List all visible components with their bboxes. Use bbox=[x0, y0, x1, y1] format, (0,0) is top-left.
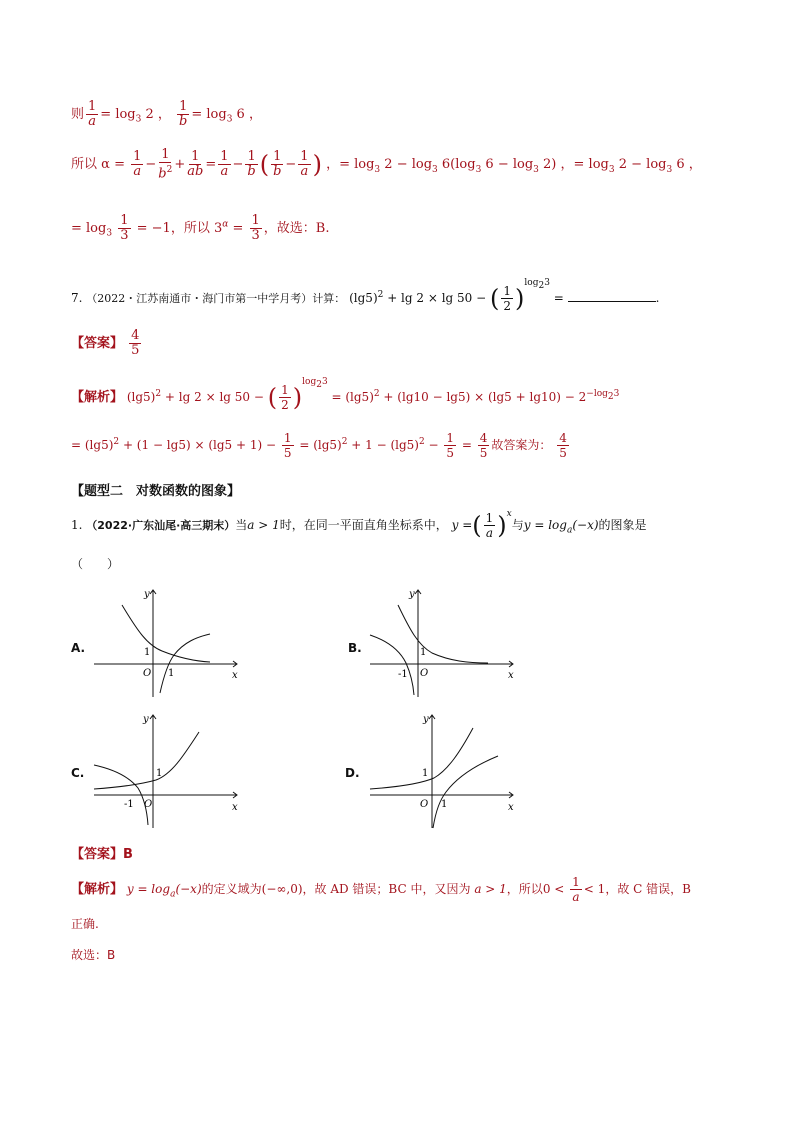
solution-7-line-2 bbox=[71, 431, 571, 460]
op: − bbox=[285, 157, 297, 173]
den: 3 bbox=[251, 228, 260, 243]
frac-1-3 bbox=[118, 214, 130, 243]
num: 4 bbox=[479, 431, 488, 445]
expr: + (lg10 − lg5) × (lg5 + lg10) − 2 bbox=[379, 390, 587, 404]
den: 5 bbox=[479, 446, 488, 460]
exp: log bbox=[302, 377, 317, 387]
den: b bbox=[158, 166, 167, 182]
answer-1 bbox=[71, 843, 133, 862]
sub: a bbox=[566, 525, 573, 536]
alpha: α = bbox=[101, 157, 125, 173]
exp: −log bbox=[586, 389, 608, 399]
op: = bbox=[205, 157, 217, 173]
sub: 3 bbox=[608, 164, 615, 175]
exp-sub: 2 bbox=[538, 280, 545, 291]
curve-log bbox=[433, 756, 498, 828]
tail: ，故选：B. bbox=[263, 221, 330, 236]
graph-option-b[interactable] bbox=[368, 585, 518, 700]
exp: log bbox=[524, 278, 539, 288]
num: 1 bbox=[133, 149, 142, 165]
seg: 2 − log bbox=[614, 157, 667, 173]
y1: y = bbox=[451, 518, 473, 532]
num: 1 bbox=[300, 149, 309, 165]
num: 1 bbox=[251, 213, 260, 228]
ineq: < 1 bbox=[583, 882, 606, 896]
frac-4-5 bbox=[557, 431, 569, 460]
eq: = bbox=[232, 221, 244, 236]
seg: (log bbox=[450, 157, 476, 173]
curve-exp bbox=[398, 605, 488, 663]
exp-num: 3 bbox=[613, 389, 620, 399]
sub: 3 bbox=[374, 164, 381, 175]
text: ，故 AD 错误；BC 中，又因为 bbox=[302, 882, 471, 896]
num: 1 bbox=[572, 875, 580, 889]
sub: 3 bbox=[226, 114, 233, 125]
sup: 2 bbox=[155, 389, 162, 399]
q-source: （2022・江苏南通市・海门市第一中学月考）计算： bbox=[86, 292, 346, 305]
num: 1 bbox=[179, 99, 188, 114]
ineq: 0 < bbox=[542, 882, 565, 896]
eq: = log bbox=[191, 107, 227, 122]
paren: ( bbox=[472, 511, 482, 540]
den: b bbox=[247, 164, 256, 180]
sup: α bbox=[222, 219, 229, 230]
num: 1 bbox=[273, 149, 282, 165]
tick-1-y: 1 bbox=[420, 647, 427, 658]
den: a bbox=[88, 114, 97, 129]
line-1 bbox=[71, 100, 262, 129]
val: 2 ， bbox=[141, 107, 171, 122]
sub: 3 bbox=[135, 114, 142, 125]
frac-4-5 bbox=[478, 431, 490, 460]
expr: + lg 2 × lg 50 − bbox=[383, 291, 487, 305]
arg: (−x) bbox=[175, 882, 202, 896]
answer-value: B bbox=[123, 847, 133, 862]
cond: a > 1 bbox=[247, 518, 280, 532]
sub: 3 bbox=[432, 164, 438, 175]
y-label: y bbox=[409, 589, 415, 600]
y2: y = log bbox=[523, 518, 567, 532]
sub: 3 bbox=[475, 164, 482, 175]
option-c-label[interactable]: C. bbox=[71, 766, 85, 780]
frac-half bbox=[279, 383, 291, 412]
frac-1-3 bbox=[250, 214, 262, 243]
den: 5 bbox=[559, 446, 567, 460]
val: = −1，所以 3 bbox=[136, 221, 223, 236]
frac bbox=[218, 150, 230, 179]
num: 1 bbox=[503, 284, 512, 298]
seg: 6 − log bbox=[481, 157, 534, 173]
q-num: 7. bbox=[71, 291, 83, 305]
solution-label: 【解析】 bbox=[71, 390, 124, 405]
solution-1-line-2: 正确. bbox=[71, 917, 99, 931]
sup: 2 bbox=[113, 437, 120, 447]
frac bbox=[187, 150, 203, 179]
answer-paren: （ ） bbox=[71, 557, 120, 571]
den: b bbox=[273, 164, 282, 180]
den: a bbox=[220, 164, 229, 180]
sup: 2 bbox=[418, 437, 425, 447]
arg: (−x) bbox=[572, 518, 599, 532]
origin-label: O bbox=[420, 668, 429, 679]
den: a bbox=[572, 890, 580, 904]
num: 1 bbox=[220, 149, 229, 165]
frac-1-over-a bbox=[86, 100, 98, 129]
sub: 3 bbox=[666, 164, 673, 175]
seg: 2) bbox=[538, 157, 557, 173]
num: 4 bbox=[131, 328, 140, 343]
den: 5 bbox=[446, 446, 455, 460]
text-suoyi: 所以 bbox=[71, 157, 98, 173]
cond: a > 1 bbox=[474, 882, 507, 896]
period: . bbox=[655, 291, 660, 305]
paren-close: ) bbox=[312, 150, 322, 179]
frac-1-a bbox=[570, 875, 582, 904]
num: 4 bbox=[559, 431, 567, 445]
den: a bbox=[133, 164, 142, 180]
frac-1-5 bbox=[282, 431, 294, 460]
frac-1-5 bbox=[444, 431, 456, 460]
num: 1 bbox=[161, 147, 170, 162]
question-1 bbox=[71, 511, 647, 540]
tick-neg1-x: -1 bbox=[398, 669, 408, 680]
num: 1 bbox=[281, 383, 289, 397]
exp-sub: 2 bbox=[316, 379, 322, 390]
frac-4-5 bbox=[129, 329, 141, 358]
den: 2 bbox=[281, 398, 289, 412]
num: 1 bbox=[191, 149, 200, 165]
answer-label: 【答案】 bbox=[71, 336, 124, 351]
num: 1 bbox=[120, 213, 129, 228]
expr: = bbox=[458, 438, 472, 452]
frac-1-a bbox=[484, 511, 496, 540]
text: 与 bbox=[511, 518, 524, 532]
den: 3 bbox=[120, 228, 129, 243]
exp-num: 3 bbox=[544, 278, 550, 288]
seg: 2 − log bbox=[380, 157, 433, 173]
origin-label: O bbox=[144, 799, 153, 810]
solution-7-line-1 bbox=[71, 377, 620, 412]
den: a bbox=[485, 526, 494, 540]
tick-neg1-x: -1 bbox=[124, 799, 134, 810]
q-num: 1. bbox=[71, 518, 83, 532]
expr: + (1 − lg5) × (lg5 + 1) − bbox=[119, 438, 277, 452]
origin-label: O bbox=[420, 799, 429, 810]
frac bbox=[245, 150, 257, 179]
frac-half bbox=[501, 284, 513, 313]
sup: 2 bbox=[373, 389, 380, 399]
tick-1-y: 1 bbox=[422, 768, 429, 779]
paren: ) bbox=[497, 511, 507, 540]
sub: 3 bbox=[533, 164, 539, 175]
paren: ) bbox=[292, 383, 303, 412]
frac bbox=[131, 150, 143, 179]
frac bbox=[158, 148, 172, 181]
graph-option-d[interactable] bbox=[368, 710, 518, 830]
seg: 6 bbox=[437, 157, 451, 173]
den: ab bbox=[187, 164, 204, 180]
expr: + 1 − (lg5) bbox=[347, 438, 419, 452]
x-label: x bbox=[508, 670, 514, 681]
graph-option-a[interactable] bbox=[92, 585, 242, 700]
val: 6 ， bbox=[232, 107, 262, 122]
seg: ，= log bbox=[560, 157, 609, 173]
solution-1-line-1 bbox=[71, 875, 691, 904]
text-ze: 则 bbox=[71, 107, 85, 122]
q-source: （2022·广东汕尾·高三期末） bbox=[86, 519, 236, 532]
den: a bbox=[300, 164, 309, 180]
seg: 6 ， bbox=[672, 157, 702, 173]
sup: 2 bbox=[341, 437, 348, 447]
expr: = (lg5) bbox=[327, 390, 374, 404]
answer-7 bbox=[71, 329, 143, 358]
sup: 2 bbox=[166, 165, 173, 175]
num: 1 bbox=[446, 431, 455, 445]
x-label: x bbox=[232, 670, 238, 681]
den: 5 bbox=[283, 446, 292, 460]
sup: x bbox=[506, 509, 512, 519]
eq: = bbox=[553, 291, 564, 305]
expr: (lg5) bbox=[349, 291, 378, 305]
den: b bbox=[179, 114, 188, 129]
solution-label: 【解析】 bbox=[71, 882, 124, 897]
option-d-label[interactable]: D. bbox=[345, 766, 360, 780]
line-3 bbox=[71, 214, 329, 243]
expr: − bbox=[424, 438, 439, 452]
tick-1-x: 1 bbox=[441, 799, 448, 810]
domain: (−∞,0) bbox=[261, 882, 303, 896]
text: 的定义域为 bbox=[201, 882, 262, 896]
question-7 bbox=[71, 278, 660, 313]
exp-num: 3 bbox=[321, 377, 328, 387]
expr: y = log bbox=[126, 882, 171, 896]
section-heading: 【题型二 对数函数的图象】 bbox=[71, 484, 241, 499]
expr: (lg5) bbox=[126, 390, 156, 404]
op: + bbox=[174, 157, 186, 173]
text: 时，在同一平面直角坐标系中， bbox=[279, 518, 448, 532]
num: 1 bbox=[88, 99, 97, 114]
exp-sub: 2 bbox=[607, 391, 614, 402]
den: 2 bbox=[503, 299, 512, 313]
origin-label: O bbox=[143, 668, 152, 679]
text: 故答案为： bbox=[491, 438, 552, 452]
y-label: y bbox=[144, 589, 150, 600]
tick-1-y: 1 bbox=[156, 768, 163, 779]
eq: = log bbox=[100, 107, 136, 122]
paren-open: ( bbox=[259, 150, 270, 179]
graph-option-c[interactable] bbox=[92, 710, 242, 830]
paren: ( bbox=[490, 284, 500, 313]
option-a-label[interactable]: A. bbox=[71, 641, 86, 655]
op: − bbox=[145, 157, 157, 173]
option-b-label[interactable]: B. bbox=[348, 641, 362, 655]
text: 的图象是 bbox=[598, 518, 647, 532]
text: 当 bbox=[235, 518, 248, 532]
curve-log bbox=[370, 635, 414, 695]
answer-label: 【答案】 bbox=[71, 847, 124, 862]
curve-exp bbox=[122, 605, 210, 662]
sup: 2 bbox=[377, 290, 384, 300]
line-2 bbox=[71, 148, 702, 181]
num: 1 bbox=[485, 511, 494, 525]
tick-1-y: 1 bbox=[144, 647, 151, 658]
y-label: y bbox=[143, 714, 149, 725]
frac bbox=[298, 150, 310, 179]
x-label: x bbox=[508, 802, 514, 813]
answer-blank[interactable] bbox=[568, 289, 656, 302]
expr: = (lg5) bbox=[295, 438, 342, 452]
tick-1-x: 1 bbox=[168, 668, 175, 679]
num: 1 bbox=[283, 431, 292, 445]
frac-1-over-b bbox=[177, 100, 189, 129]
y-label: y bbox=[423, 714, 429, 725]
expr: = (lg5) bbox=[71, 438, 114, 452]
num: 1 bbox=[247, 149, 256, 165]
eq: = log bbox=[71, 221, 107, 236]
x-label: x bbox=[232, 802, 238, 813]
paren: ) bbox=[515, 284, 525, 313]
paren: ( bbox=[267, 383, 278, 412]
frac bbox=[271, 150, 283, 179]
expr: + lg 2 × lg 50 − bbox=[161, 390, 264, 404]
den: 5 bbox=[131, 343, 140, 358]
sub: a bbox=[170, 889, 176, 900]
sub: 3 bbox=[106, 228, 113, 239]
op: − bbox=[232, 157, 244, 173]
text: ，故 C 错误，B bbox=[605, 882, 691, 896]
curve-exp bbox=[94, 732, 199, 789]
seg: ，= log bbox=[326, 157, 375, 173]
solution-1-line-3: 故选：B bbox=[71, 948, 116, 962]
text: ，所以 bbox=[506, 882, 543, 896]
